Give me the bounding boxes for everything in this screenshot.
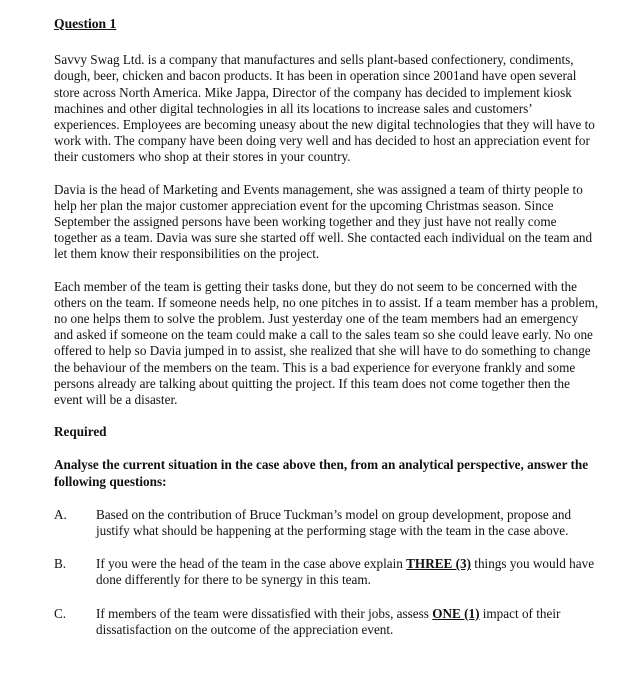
instruction-text: Analyse the current situation in the case above then, from an analytical perspective, answer the following questions: (54, 457, 589, 489)
question-letter: B. (54, 556, 67, 572)
question-text (96, 606, 599, 638)
question-item-a (54, 507, 599, 539)
case-paragraph-2: Davia is the head of Marketing and Events management, she was assigned a team of thirty people to help her plan the major customer appreciation event for the upcoming Christmas season. Since September the assigned persons have been working together and they just have not really come together as a team. Davia was sure she started off well. She contacted each individual on the team and let them know their responsibilities on the project. (54, 181, 593, 262)
question-letter: A. (54, 506, 67, 522)
emphasis-count: ONE (1) (432, 605, 480, 621)
question-text-pre: If you were the head of the team in the case above explain (96, 556, 407, 572)
required-label: Required (54, 424, 107, 440)
emphasis-count: THREE (3) (406, 556, 471, 572)
question-text-pre: If members of the team were dissatisfied with their jobs, assess (96, 605, 433, 621)
question-text: Based on the contribution of Bruce Tuckman’s model on group development, propose and justify what should be happening at the performing stage with the team in the case above. (96, 506, 572, 539)
case-paragraph-1: Savvy Swag Ltd. is a company that manufactures and sells plant-based confectionery, condiments, dough, beer, chicken and bacon products. It has been in operation since 2001and have open several store across North America. Mike Jappa, Director of the company has decided to implement kiosk machines and other digital technologies in all its locations to increase sales and customers’ experiences. Employees are becoming uneasy about the new digital technologies that they will have to work with. The company have been doing very well and has decided to host an appreciation event for their customers who shop at their stores in your country. (54, 52, 595, 165)
question-letter: C. (54, 605, 67, 621)
question-text-post: impact of their dissatisfaction on the outcome of the appreciation event. (96, 605, 561, 637)
question-item-c (54, 606, 599, 638)
case-paragraph-3: Each member of the team is getting their tasks done, but they do not seem to be concerned with the others on the team. If someone needs help, no one pitches in to assist. If a team member has a problem, no one helps them to solve the problem. Just yesterday one of the team members had an emergency and asked if someone on the team could make a call to the sales team so she could leave early. No one offered to help so Davia jumped in to assist, she realized that she will have to do something to change the behaviour of the members on the team. This is a bad experience for everyone frankly and some persons already are talking about quitting the project. If this team does not come together then the event will be a disaster. (54, 278, 599, 408)
question-heading: Question 1 (54, 16, 117, 31)
question-text (96, 556, 599, 588)
document-page (54, 16, 599, 655)
question-text-post: things you would have done differently for there to be synergy in this team. (96, 556, 595, 588)
question-item-b (54, 556, 599, 588)
